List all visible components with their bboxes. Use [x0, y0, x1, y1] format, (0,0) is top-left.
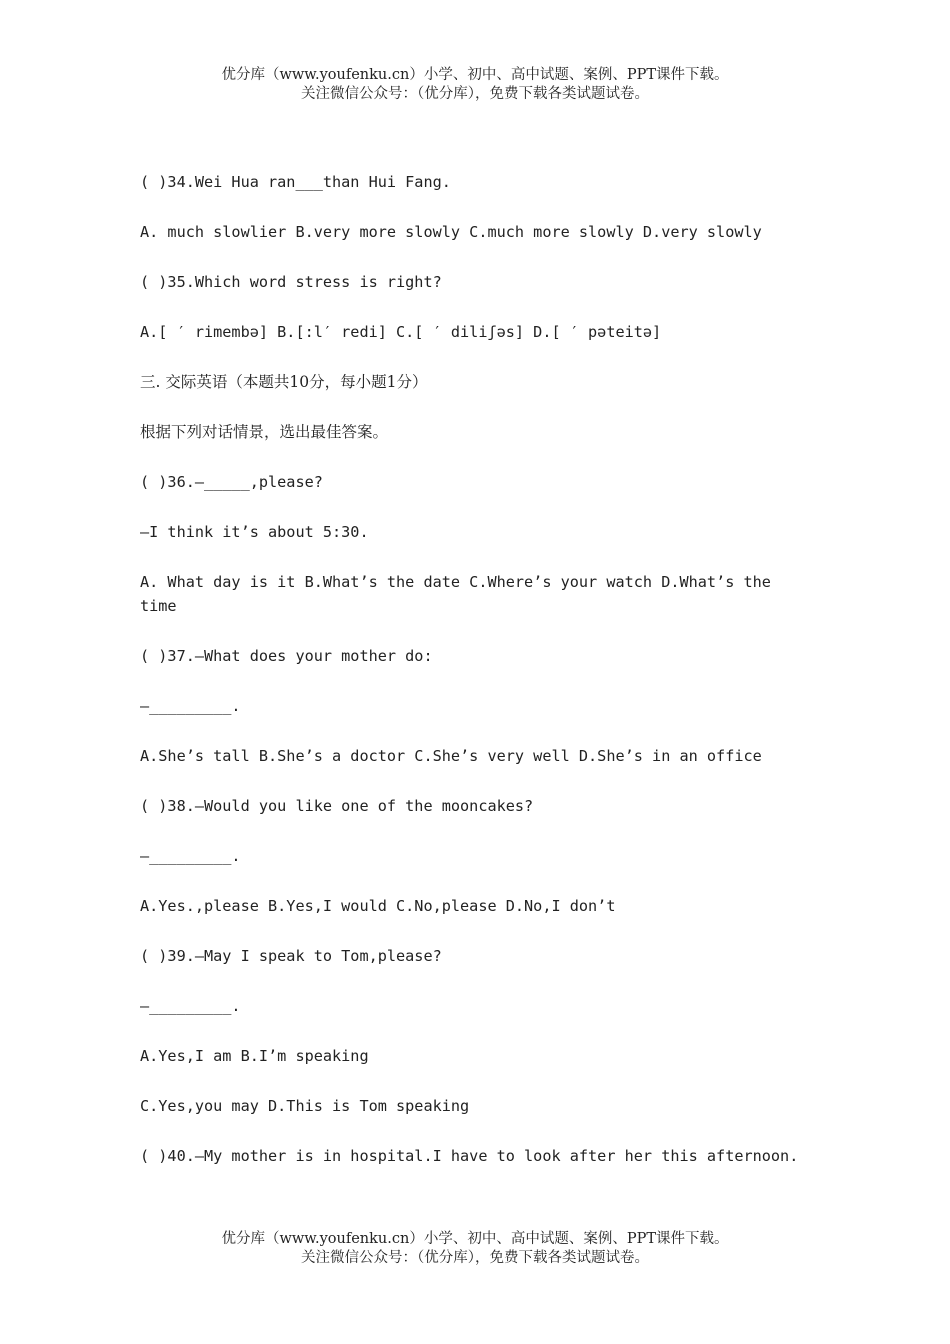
question-36: ( )36.—_____,please?: [140, 473, 323, 491]
question-36-options: A. What day is it B.What’s the date C.Where’s your watch D.What’s the time: [140, 573, 781, 615]
page-footer: [0, 1230, 950, 1268]
question-39-options-cd: C.Yes,you may D.This is Tom speaking: [140, 1097, 470, 1115]
footer-line-1: 优分库（www.youfenku.cn）小学、初中、高中试题、案例、PPT课件下载。: [221, 1231, 729, 1247]
header-line-1: 优分库（www.youfenku.cn）小学、初中、高中试题、案例、PPT课件下载。: [221, 67, 729, 83]
question-38: ( )38.—Would you like one of the mooncakes?: [140, 797, 534, 815]
question-34-options: A. much slowlier B.very more slowly C.much more slowly D.very slowly: [140, 223, 762, 241]
footer-line-2: 关注微信公众号：（优分库），免费下载各类试题试卷。: [301, 1250, 649, 1266]
question-35: ( )35.Which word stress is right?: [140, 273, 442, 291]
section-3-heading: 三. 交际英语（本题共10分，每小题1分）: [140, 373, 428, 391]
question-38-response: —_________.: [140, 847, 241, 865]
question-38-options: A.Yes.,please B.Yes,I would C.No,please D.No,I don’t: [140, 897, 616, 915]
header-line-2: 关注微信公众号：（优分库），免费下载各类试题试卷。: [301, 86, 649, 102]
question-37: ( )37.—What does your mother do:: [140, 647, 433, 665]
question-39-response: —_________.: [140, 997, 241, 1015]
question-37-options: A.She’s tall B.She’s a doctor C.She’s very well D.She’s in an office: [140, 747, 762, 765]
question-37-response: —_________.: [140, 697, 241, 715]
question-35-options: A.[ ′ rimembə] B.[:l′ redi] C.[ ′ diliʃəs] D.[ ′ pəteitə]: [140, 323, 662, 341]
question-39-options-ab: A.Yes,I am B.I’m speaking: [140, 1047, 369, 1065]
question-39: ( )39.—May I speak to Tom,please?: [140, 947, 442, 965]
page-header: [0, 66, 950, 104]
question-36-response: —I think it’s about 5:30.: [140, 523, 369, 541]
question-40: ( )40.—My mother is in hospital.I have to look after her this afternoon.: [140, 1147, 799, 1165]
section-3-instructions: 根据下列对话情景，选出最佳答案。: [140, 423, 389, 441]
question-34: ( )34.Wei Hua ran___than Hui Fang.: [140, 173, 451, 191]
document-body: [140, 170, 800, 1194]
